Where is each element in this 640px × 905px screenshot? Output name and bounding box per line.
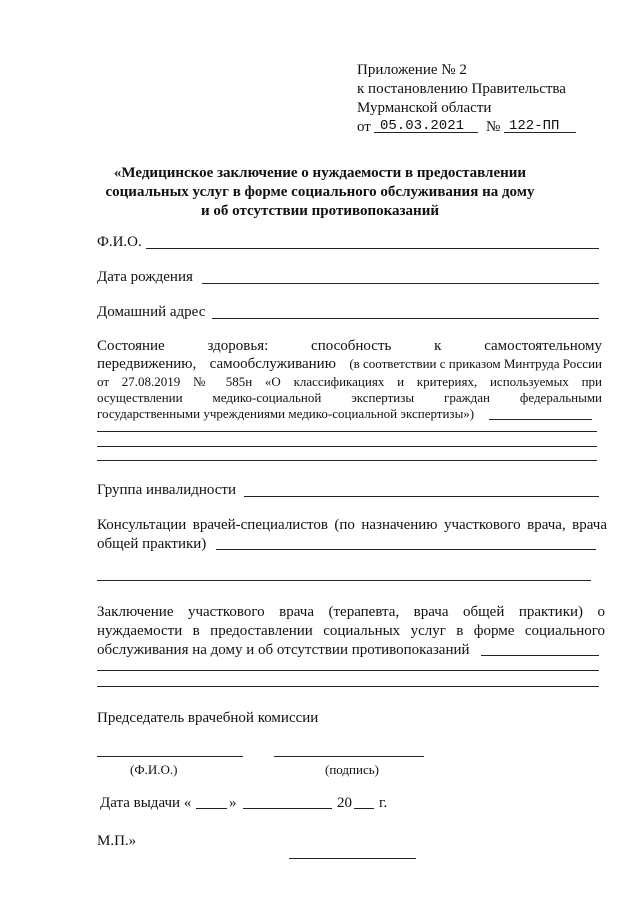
health-word-2: здоровья: <box>207 338 269 354</box>
address-label: Домашний адрес <box>97 304 206 320</box>
appendix-line-3: Мурманской области <box>357 100 492 116</box>
fio-field-line[interactable] <box>146 248 599 249</box>
consultations-line-2: общей практики) <box>97 536 207 552</box>
signature-caption: (подпись) <box>325 762 379 777</box>
health-word-5: самостоятельному <box>484 338 602 354</box>
birth-date-label: Дата рождения <box>97 269 193 285</box>
health-line-2 <box>97 355 602 374</box>
conclusion-line-2: нуждаемости в предоставлении социальных услуг в форме социального <box>97 623 605 639</box>
bottom-separator-line <box>289 858 416 859</box>
health-field-line-3[interactable] <box>97 446 597 447</box>
fio-caption: (Ф.И.О.) <box>130 762 178 777</box>
appendix-line-2: к постановлению Правительства <box>357 81 566 97</box>
conclusion-field-line-2[interactable] <box>97 670 599 671</box>
chair-fio-line[interactable] <box>97 756 243 757</box>
fio-label: Ф.И.О. <box>97 234 142 250</box>
health-line-5: государственными учреждениями медико-социальной экспертизы») <box>97 406 475 421</box>
disability-field-line[interactable] <box>244 496 599 497</box>
appendix-from-label: от <box>357 119 371 135</box>
health-line-2-a: передвижению, <box>97 356 197 372</box>
commission-chair-label: Председатель врачебной комиссии <box>97 710 319 726</box>
issue-date-label: Дата выдачи « <box>100 795 192 811</box>
stamp-place-label: М.П.» <box>97 833 137 849</box>
title-line-3: и об отсутствии противопоказаний <box>201 203 439 219</box>
conclusion-field-line-3[interactable] <box>97 686 599 687</box>
health-word-3: способность <box>311 338 392 354</box>
address-field-line[interactable] <box>212 318 599 319</box>
health-line-4: осуществлении медико-социальной экспертизы граждан федеральными <box>97 390 602 405</box>
issue-year-suffix: г. <box>379 795 388 811</box>
appendix-date-underline <box>374 132 478 133</box>
appendix-number: 122-ПП <box>509 118 560 134</box>
birth-date-field-line[interactable] <box>202 283 599 284</box>
consultations-field-line-1[interactable] <box>216 549 596 550</box>
appendix-date: 05.03.2021 <box>380 118 465 134</box>
consultations-line-1: Консультации врачей-специалистов (по назначению участкового врача, врача <box>97 517 607 533</box>
conclusion-line-3: обслуживания на дому и об отсутствии противопоказаний <box>97 642 470 658</box>
title-line-2: социальных услуг в форме социального обслуживания на дому <box>105 184 535 200</box>
health-line-2-b: самообслуживанию <box>209 356 336 372</box>
appendix-number-underline <box>504 132 576 133</box>
health-line-3: от 27.08.2019 № 585н «О классификациях и критериях, используемых при <box>97 374 602 389</box>
health-field-line-4[interactable] <box>97 460 597 461</box>
health-field-line-2[interactable] <box>97 431 597 432</box>
consultations-field-line-2[interactable] <box>97 580 591 581</box>
issue-day-line[interactable] <box>196 808 227 809</box>
issue-date-close-quote: » <box>229 795 237 811</box>
health-field-line-1[interactable] <box>489 419 592 420</box>
health-line-1 <box>97 337 602 356</box>
issue-year-line[interactable] <box>354 808 374 809</box>
issue-month-line[interactable] <box>243 808 332 809</box>
title-line-1: «Медицинское заключение о нуждаемости в предоставлении <box>113 165 527 181</box>
appendix-number-label: № <box>486 119 501 135</box>
health-word-4: к <box>434 338 442 354</box>
chair-signature-line[interactable] <box>274 756 424 757</box>
conclusion-field-line-1[interactable] <box>481 655 599 656</box>
appendix-line-1: Приложение № 2 <box>357 62 467 78</box>
issue-year-prefix: 20 <box>337 795 352 811</box>
health-line-2-c: (в соответствии с приказом Минтруда России <box>349 356 602 371</box>
health-word-1: Состояние <box>97 338 165 354</box>
conclusion-line-1: Заключение участкового врача (терапевта, врача общей практики) о <box>97 604 605 620</box>
disability-group-label: Группа инвалидности <box>97 482 237 498</box>
document-title <box>60 164 580 221</box>
